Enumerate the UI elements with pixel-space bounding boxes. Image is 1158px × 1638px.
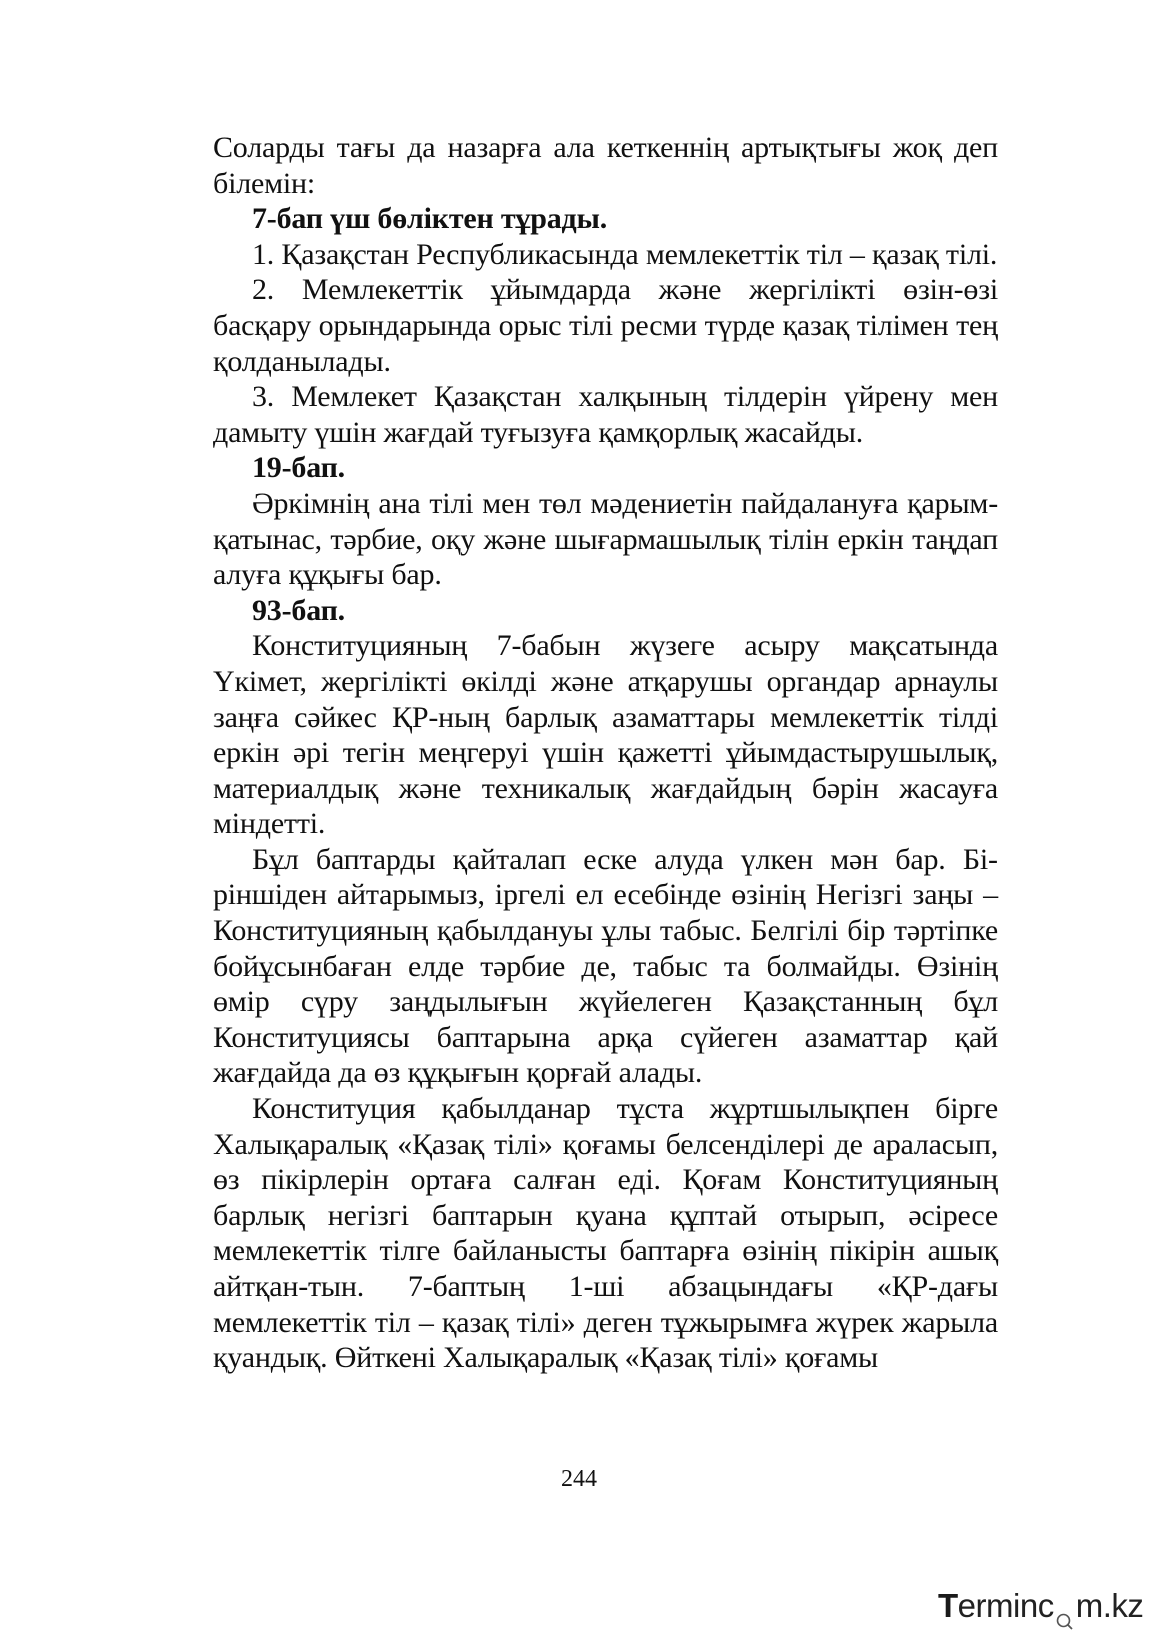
paragraph-intro: Соларды тағы да назарға ала кеткеннің артықтығы жоқ деп білемін: (213, 131, 998, 200)
watermark-middle: erminc (957, 1587, 1054, 1624)
watermark-first: T (938, 1587, 958, 1624)
page-number: 244 (561, 1466, 597, 1492)
paragraph-commentary: Бұл баптарды қайталап еске алуда үлкен мән бар. Біріншіден айтарымыз, іргелі ел есебінде өзінің Негізгі заңы – Конституцияның қабылдануы ұлы табыс. Белгілі бір тәртіпке бойұсынбаған елде тәрбие де, табыс та болмайды. Өзінің өмір сүру заңдылығын жүйелеген Қазақстанның бұл Конституциясы баптарына арқа сүйеген азаматтар қай жағдайда да өз құқығын қорғай алады. (213, 842, 998, 1090)
article-19-heading: 19-бап. (252, 451, 345, 485)
magnifier-icon (1056, 1600, 1073, 1617)
article-19-text: Әркімнің ана тілі мен төл мәдениетін пайдалануға қарым-қатынас, тәрбие, оқу және шығармашылық тілін еркін таңдап алуға құқығы бар. (213, 486, 998, 592)
page-body (213, 130, 998, 1376)
paragraph-society: Конституция қабылданар тұста жұртшылықпен бірге Халықаралық «Қазақ тілі» қоғамы белсенділері де араласып, өз пікірлерін ортаға салған еді. Қоғам Конституцияның барлық негізгі баптарын қуана құптай отырып, әсіресе мемлекеттік тілге байланысты баптарға өзінің пікірін ашық айтқан-тын. 7-баптың 1-ші абзацындағы «ҚР-дағы мемлекеттік тіл – қазақ тілі» деген тұжырымға жүрек жарыла қуандық. Өйткені Халықаралық «Қазақ тілі» қоғамы (213, 1092, 998, 1375)
watermark-last: m.kz (1075, 1587, 1144, 1624)
article-93-heading: 93-бап. (252, 593, 345, 627)
article-7-clause-2: 2. Мемлекеттік ұйымдарда және жергілікті өзін-өзі басқару орындарында орыс тілі ресми түрде қазақ тілімен тең қолданылады. (213, 273, 998, 378)
article-7-clause-1: 1. Қазақстан Республикасында мемлекеттік тіл – қазақ тілі. (252, 237, 998, 271)
article-7-heading: 7-бап үш бөліктен тұрады. (252, 202, 608, 236)
watermark-logo (938, 1584, 1143, 1628)
article-7-clause-3: 3. Мемлекет Қазақстан халқының тілдерін үйрену мен дамыту үшін жағдай туғызуға қамқорлық жасайды. (213, 380, 998, 449)
article-93-text: Конституцияның 7-бабын жүзеге асыру мақсатында Үкімет, жергілікті өкілді және атқарушы органдар арнаулы заңға сәйкес ҚР-ның барлық азаматтары мемлекеттік тілді еркін әрі тегін меңгеруі үшін қажетті ұйымдастырушылық, материалдық және техникалық жағдайдың бәрін жасауға міндетті. (213, 629, 998, 841)
